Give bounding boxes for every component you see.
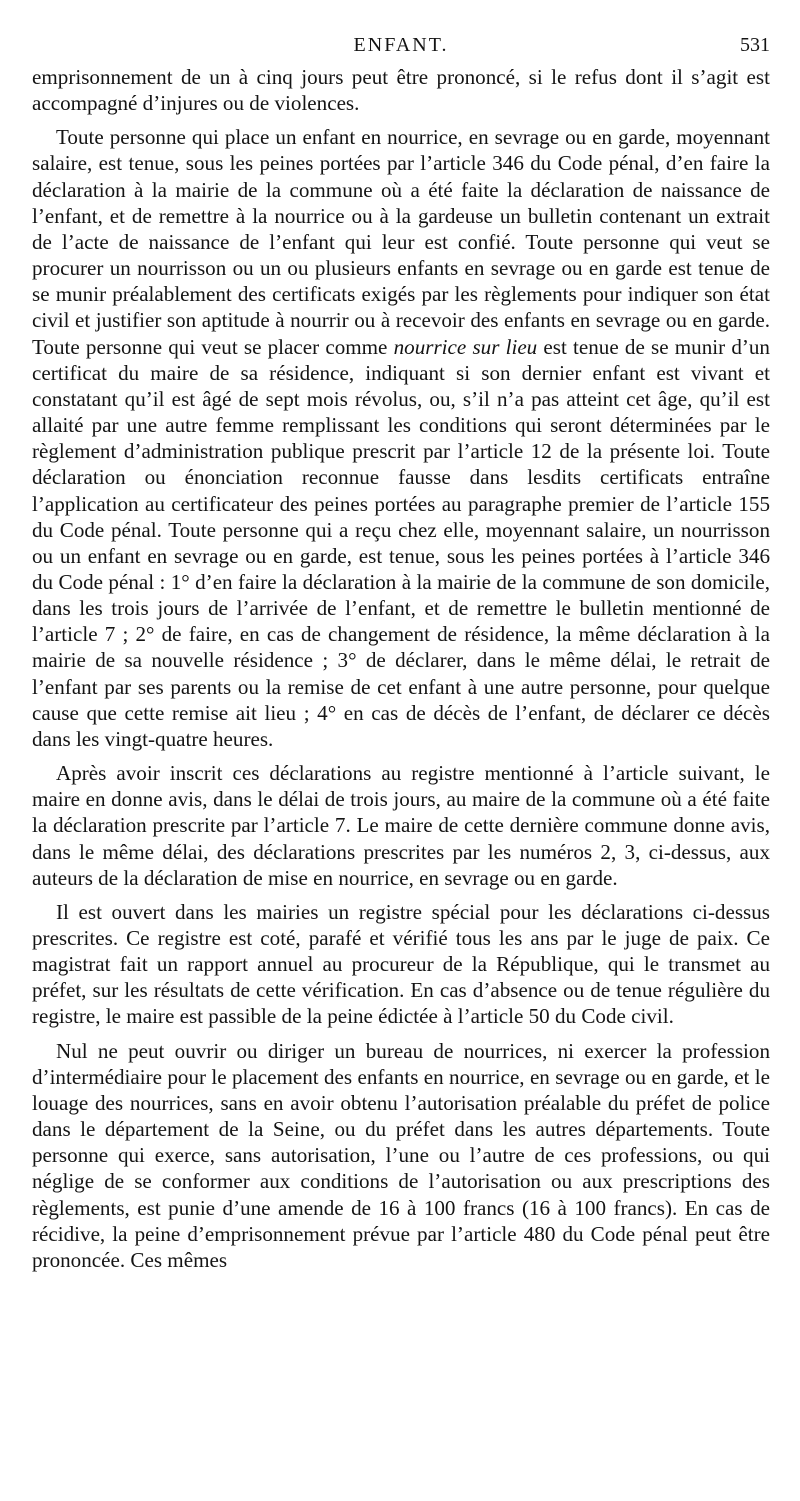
running-title: ENFANT. — [353, 34, 449, 56]
page-header — [32, 28, 770, 64]
paragraph-1: emprisonnement de un à cinq jours peut être prononcé, si le refus dont il s’agit est accompagné d’injures ou de violences. — [32, 65, 770, 116]
paragraph-2 — [32, 124, 770, 752]
document-page — [32, 28, 770, 1273]
body-text — [32, 64, 770, 1273]
paragraph-4: Il est ouvert dans les mairies un registre spécial pour les déclarations ci-dessus prescrites. Ce registre est coté, parafé et vérifié tous les ans par le juge de paix. Ce magistrat fait un rapport annuel au procureur de la République, qui le transmet au préfet, sur les résultats de cette vérification. En cas d’absence ou de tenue régulière du registre, le maire est passible de la peine édictée à l’article 50 du Code civil. — [32, 899, 770, 1029]
paragraph-3: Après avoir inscrit ces déclarations au registre mentionné à l’article suivant, le maire en donne avis, dans le délai de trois jours, au maire de la commune où a été faite la déclaration prescrite par l’article 7. Le maire de cette dernière commune donne avis, dans le même délai, des déclarations prescrites par les numéros 2, 3, ci-dessus, aux auteurs de la déclaration de mise en nourrice, en sevrage ou en garde. — [32, 761, 770, 890]
paragraph-2-part-2: est tenue de se munir d’un certificat du maire de sa résidence, indiquant si son dernier enfant est vivant et constatant qu’il est âgé de sept mois révolus, ou, s’il n’a pas atteint cet âge, qu’il est allaité par une autre femme remplissant les conditions qui seront déterminées par le règlement d’administration publique prescrit par l’article 12 de la présente loi. Toute déclaration ou énonciation reconnue fausse dans lesdits certificats entraîne l’application au certificateur des peines portées au paragraphe premier de l’article 155 du Code pénal. Toute personne qui a reçu chez elle, moyennant salaire, un nourrisson ou un enfant en sevrage ou en garde, est tenue, sous les peines portées à l’article 346 du Code pénal : 1° d’en faire la déclaration à la mairie de la commune de son domicile, dans les trois jours de l’arrivée de l’enfant, et de remettre le bulletin mentionné de l’article 7 ; 2° de faire, en cas de changement de résidence, la même déclaration à la mairie de sa nouvelle résidence ; 3° de déclarer, dans le même délai, le retrait de l’enfant par ses parents ou la remise de cet enfant à une autre personne, pour quelque cause que cette remise ait lieu ; 4° en cas de décès de l’enfant, de déclarer ce décès dans les vingt-quatre heures. — [32, 334, 770, 751]
italic-term-nourrice-sur-lieu: nourrice sur lieu — [393, 334, 538, 359]
paragraph-5: Nul ne peut ouvrir ou diriger un bureau de nourrices, ni exercer la profession d’intermédiaire pour le placement des enfants en nourrice, en sevrage ou en garde, et le louage des nourrices, sans en avoir obtenu l’autorisation préalable du préfet de police dans le département de la Seine, ou du préfet dans les autres départements. Toute personne qui exerce, sans autorisation, l’une ou l’autre de ces professions, ou qui néglige de se conformer aux conditions de l’autorisation ou aux prescriptions des règlements, est punie d’une amende de 16 à 100 francs (16 à 100 francs). En cas de récidive, la peine d’emprisonnement prévue par l’article 480 du Code pénal peut être prononcée. Ces mêmes — [32, 1038, 770, 1272]
page-number: 531 — [740, 34, 770, 56]
paragraph-2-part-1: Toute personne qui place un enfant en nourrice, en sevrage ou en garde, moyennant salaire, est tenue, sous les peines portées par l’article 346 du Code pénal, d’en faire la déclaration à la mairie de la commune où a été faite la déclaration de naissance de l’enfant, et de remettre à la nourrice ou à la gardeuse un bulletin contenant un extrait de l’acte de naissance de l’enfant qui leur est confié. Toute personne qui veut se procurer un nourrisson ou un ou plusieurs enfants en sevrage ou en garde est tenue de se munir préalablement des certificats exigés par les règlements pour indiquer son état civil et justifier son aptitude à nourrir ou à recevoir des enfants en sevrage ou en garde. Toute personne qui veut se placer comme — [32, 125, 770, 359]
